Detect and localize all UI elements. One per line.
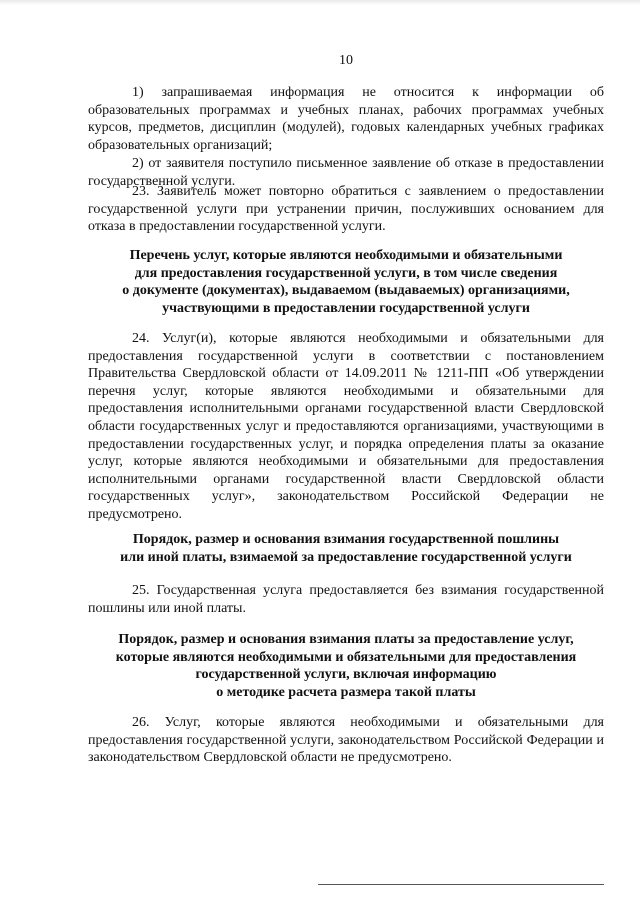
paragraph-24: 24. Услуг(и), которые являются необходимыми и обязательными для предоставления государственной услуги в соответствии с постановлением Правительства Свердловской области от 14.09.2011 № 1211-ПП «Об утверждении перечня услуг, которые являются необходимыми и обязательными для предоставления исполнительными органами государственной власти Свердловской области государственных услуг и предоставляются организациями, участвующими в предоставлении государственных услуг, и порядка определения платы за оказание услуг, которые являются необходимыми и обязательными для предоставления исполнительными органами государственной власти Свердловской области государственных услуг», законодательством Российской Федерации не предусмотрено. <box>88 331 604 522</box>
paragraph-23: 23. Заявитель может повторно обратиться с заявлением о предоставлении государственной услуги при устранении причин, послуживших основанием для отказа в предоставлении государственной услуги. <box>88 184 604 235</box>
paragraph-item-2: 2) от заявителя поступило письменное заявление об отказе в предоставлении государственной услуги. <box>88 156 604 189</box>
heading-line: о методике расчета размера такой платы <box>216 684 476 700</box>
heading-line: Перечень услуг, которые являются необходимыми и обязательными <box>129 248 563 263</box>
scan-artifact-line <box>318 884 604 885</box>
page-number: 10 <box>339 53 353 68</box>
paragraph-26: 26. Услуг, которые являются необходимыми и обязательными для предоставления государственной услуги, законодательством Российской Федерации и законодательством Свердловской области не предусмотрено. <box>88 715 604 766</box>
paragraph-25: 25. Государственная услуга предоставляется без взимания государственной пошлины или иной платы. <box>88 583 604 616</box>
heading-line: Порядок, размер и основания взимания платы за предоставление услуг, <box>118 632 574 647</box>
heading-line: Порядок, размер и основания взимания государственной пошлины <box>132 532 560 547</box>
section-heading-service-fee <box>88 631 604 701</box>
heading-line: участвующими в предоставлении государственной услуги <box>162 300 530 316</box>
section-heading-state-fee <box>88 531 604 566</box>
scan-edge-shading <box>0 0 640 5</box>
heading-line: для предоставления государственной услуги, в том числе сведения <box>134 265 558 281</box>
heading-line: государственной услуги, включая информацию <box>195 667 497 683</box>
paragraph-item-1: 1) запрашиваемая информация не относится к информации об образовательных программах и учебных планах, рабочих программах учебных курсов, предметов, дисциплин (модулей), годовых календарных учебных графиках образовательных организаций; <box>88 85 604 153</box>
heading-line: или иной платы, взимаемой за предоставление государственной услуги <box>120 549 572 565</box>
section-heading-services-list <box>88 247 604 317</box>
heading-line: о документе (документах), выдаваемом (выдаваемых) организациями, <box>122 283 570 299</box>
heading-line: которые являются необходимыми и обязательными для предоставления <box>115 649 577 665</box>
